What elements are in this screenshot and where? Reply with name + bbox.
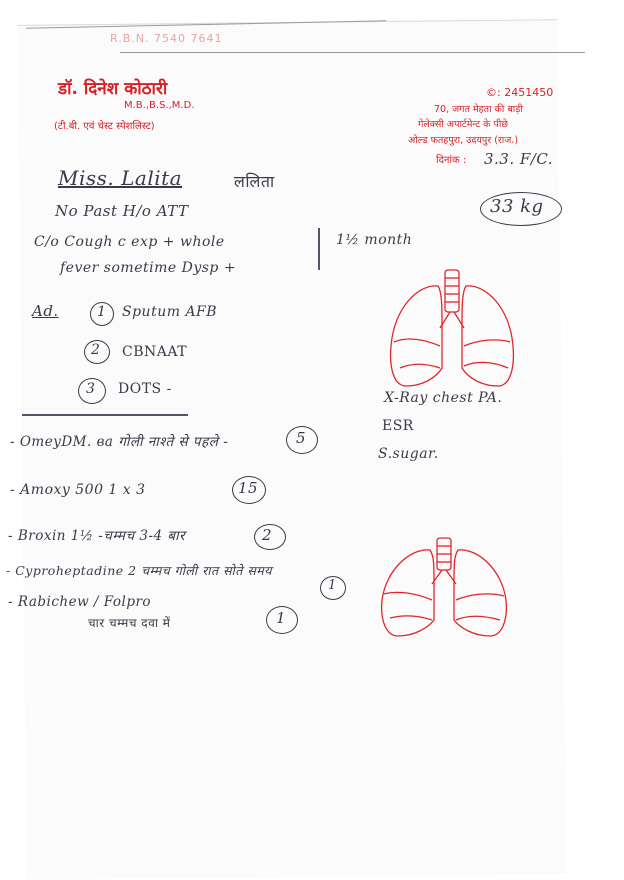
doctor-speciality: (टी.बी. एवं चेस्ट स्पेशलिस्ट) bbox=[54, 121, 155, 132]
advice-item-1: Sputum AFB bbox=[122, 304, 218, 320]
advice-right-1: X-Ray chest PA. bbox=[384, 390, 503, 406]
medication-3: - Broxin 1½ -चम्मच 3-4 बार bbox=[8, 528, 186, 544]
complaint-duration: 1½ month bbox=[336, 232, 413, 248]
clinic-address-line2: गेलेक्सी अपार्टमेन्ट के पीछे bbox=[418, 119, 509, 130]
medication-5: - Rabichew / Folpro bbox=[8, 594, 152, 610]
medication-4-qty: 1 bbox=[328, 578, 337, 593]
advice-right-2: ESR bbox=[382, 418, 414, 434]
letterhead-rule bbox=[120, 52, 585, 53]
medication-4: - Cyproheptadine 2 चम्मच गोली रात सोते समय bbox=[6, 563, 273, 578]
clinic-address-line1: 70, जगत मेहता की बाड़ी bbox=[434, 104, 523, 115]
past-history: No Past H/o ATT bbox=[55, 202, 189, 220]
medication-2: - Amoxy 500 1 x 3 bbox=[10, 482, 146, 498]
lung-diagram-top bbox=[388, 268, 518, 398]
patient-weight: 33 kg bbox=[490, 196, 544, 217]
complaint-divider bbox=[318, 228, 320, 270]
advice-item-3: DOTS - bbox=[118, 381, 172, 397]
complaint-line2: fever sometime Dysp + bbox=[60, 260, 237, 276]
medication-3-qty: 2 bbox=[262, 526, 273, 544]
date-label: दिनांक : bbox=[436, 155, 467, 166]
medication-1-qty: 5 bbox=[296, 429, 307, 447]
advice-num-3: 3 bbox=[86, 381, 96, 397]
advice-num-2: 2 bbox=[91, 342, 101, 358]
doctor-degrees: M.B.,B.S.,M.D. bbox=[124, 100, 195, 111]
patient-name: Miss. Lalita bbox=[58, 166, 183, 190]
advice-num-1: 1 bbox=[97, 304, 107, 320]
patient-name-hindi: ललिता bbox=[234, 172, 275, 191]
advice-item-2: CBNAAT bbox=[122, 344, 188, 360]
clinic-address-line3: ओल्ड फतहपुरा, उदयपुर (राज.) bbox=[408, 135, 519, 146]
date-value: 3.3. F/C. bbox=[484, 150, 554, 168]
medication-5-subline: चार चम्मच दवा में bbox=[88, 616, 171, 630]
advice-label: Ad. bbox=[32, 302, 59, 320]
medication-5-qty: 1 bbox=[276, 609, 287, 627]
faded-top-phone: R.B.N. 7540 7641 bbox=[110, 32, 223, 45]
lung-diagram-bottom bbox=[378, 536, 510, 640]
complaint-line1: C/o Cough c exp + whole bbox=[34, 234, 225, 250]
advice-underline bbox=[22, 414, 188, 416]
medication-2-qty: 15 bbox=[238, 479, 259, 497]
clinic-phone: ©: 2451450 bbox=[486, 86, 554, 99]
doctor-name: डॉ. दिनेश कोठारी bbox=[58, 79, 168, 99]
medication-1: - OmeyDM. ва गोली नाश्ते से पहले - bbox=[10, 434, 229, 450]
advice-right-3: S.sugar. bbox=[378, 446, 439, 462]
